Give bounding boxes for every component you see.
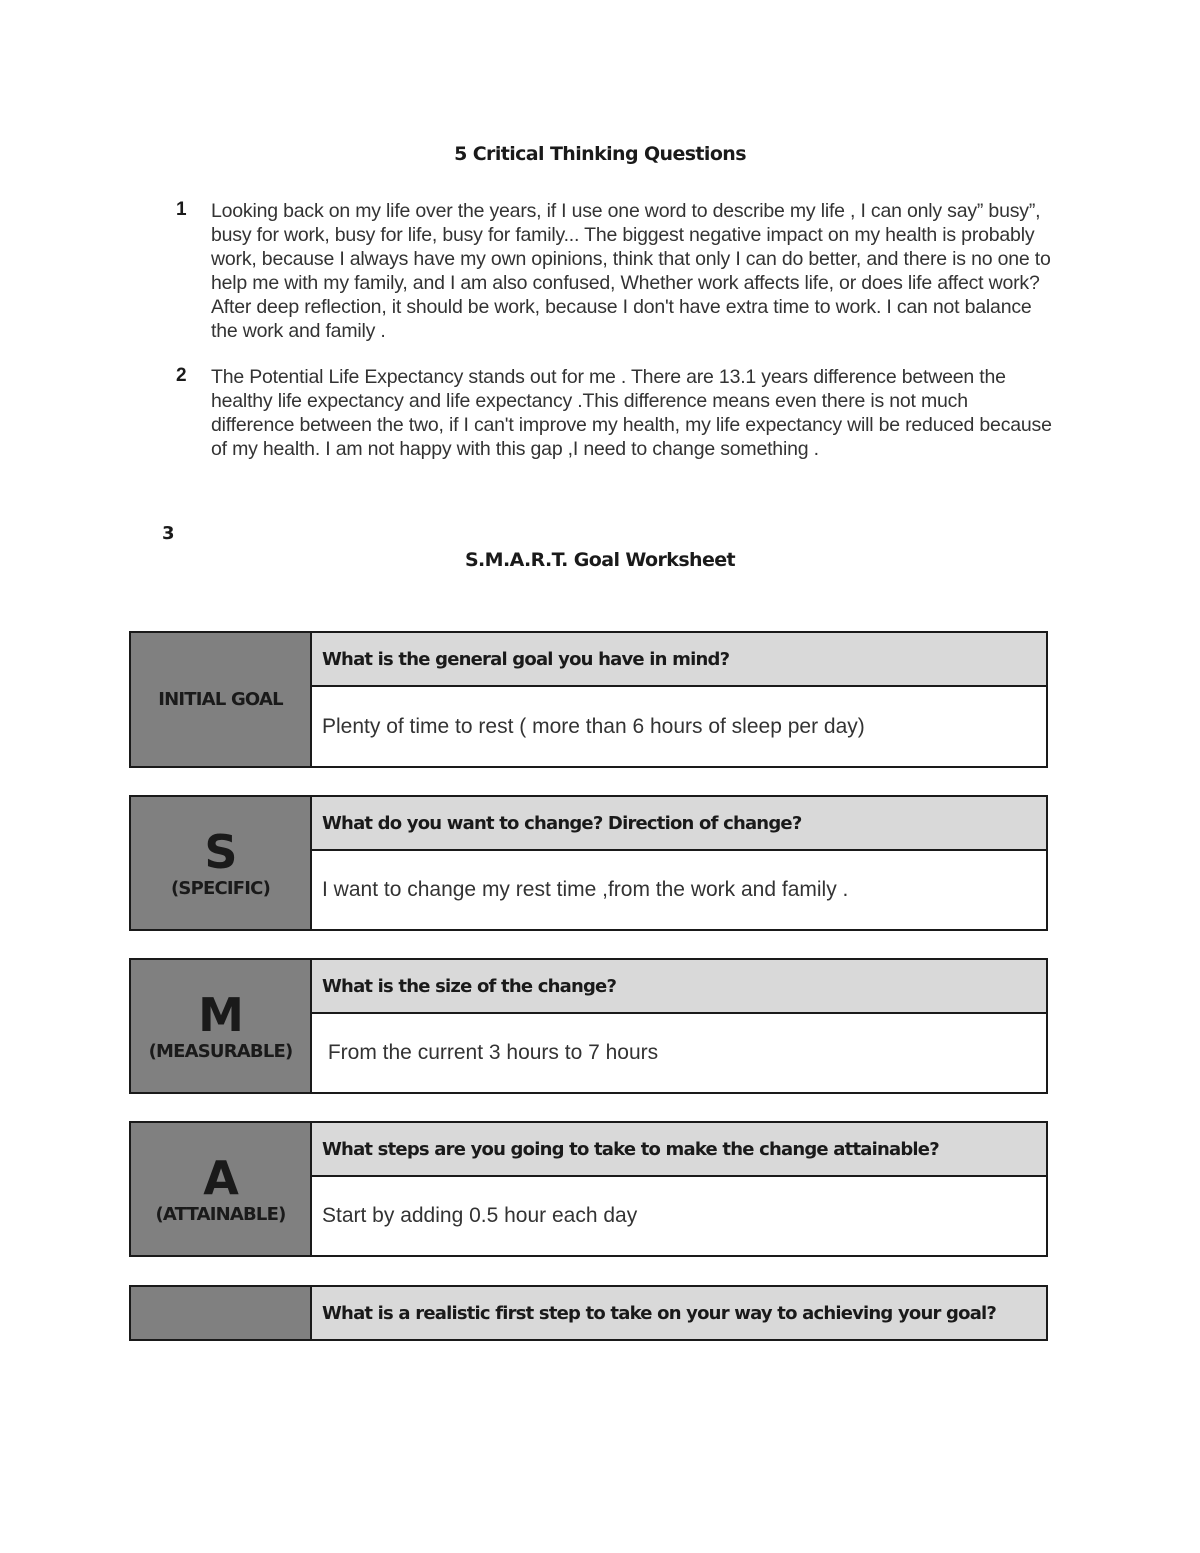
specific-block bbox=[129, 795, 1048, 931]
measurable-content bbox=[312, 960, 1046, 1092]
question-text: Looking back on my life over the years, if I use one word to describe my life , I can only say” busy”, busy for work, busy for life, busy for family... The biggest negative impact on my health is probably work, because I always have my own opinions, think that only I can do better, and there is no one to help me with my family, and I am also confused, Whether work affects life, or does life affect work? After deep reflection, it should be work, because I don't have extra time to work. I can not balance the work and family . bbox=[211, 200, 1051, 342]
measurable-question: What is the size of the change? bbox=[312, 960, 1046, 1014]
measurable-answer: From the current 3 hours to 7 hours bbox=[322, 1041, 659, 1064]
specific-question: What do you want to change? Direction of change? bbox=[312, 797, 1046, 851]
question-number: 1 bbox=[176, 199, 187, 220]
attainable-letter: A bbox=[203, 1150, 238, 1205]
measurable-label-cell bbox=[131, 960, 312, 1092]
realistic-label-cell bbox=[131, 1287, 312, 1339]
specific-letter: S bbox=[204, 824, 237, 879]
initial-goal-label: INITIAL GOAL bbox=[158, 689, 283, 710]
measurable-label: (MEASURABLE) bbox=[148, 1040, 293, 1062]
question-text: The Potential Life Expectancy stands out for me . There are 13.1 years difference between the healthy life expectancy and life expectancy .This difference means even there is not much difference between the two, if I can't improve my health, my life expectancy will be reduced because of my health. I am not happy with this gap ,I need to change something . bbox=[211, 366, 1052, 460]
realistic-block bbox=[129, 1285, 1048, 1341]
section-number-3: 3 bbox=[162, 523, 175, 544]
attainable-content bbox=[312, 1123, 1046, 1255]
page-title: 5 Critical Thinking Questions bbox=[454, 143, 746, 165]
specific-label-cell bbox=[131, 797, 312, 929]
initial-goal-answer: Plenty of time to rest ( more than 6 hours of sleep per day) bbox=[322, 714, 865, 738]
specific-label: (SPECIFIC) bbox=[170, 877, 271, 899]
initial-goal-content bbox=[312, 633, 1046, 766]
measurable-block bbox=[129, 958, 1048, 1094]
attainable-block bbox=[129, 1121, 1048, 1257]
attainable-answer: Start by adding 0.5 hour each day bbox=[322, 1204, 638, 1227]
specific-content bbox=[312, 797, 1046, 929]
specific-answer: I want to change my rest time ,from the work and family . bbox=[322, 878, 849, 901]
attainable-question: What steps are you going to take to make the change attainable? bbox=[312, 1123, 1046, 1177]
measurable-letter: M bbox=[198, 987, 243, 1042]
attainable-label-cell bbox=[131, 1123, 312, 1255]
initial-goal-question: What is the general goal you have in mind? bbox=[312, 633, 1046, 687]
initial-goal-label-cell bbox=[131, 633, 312, 766]
realistic-content bbox=[312, 1287, 1046, 1339]
realistic-question: What is a realistic first step to take on your way to achieving your goal? bbox=[312, 1287, 1046, 1339]
question-number: 2 bbox=[176, 365, 187, 386]
attainable-label: (ATTAINABLE) bbox=[155, 1203, 286, 1225]
worksheet-title: S.M.A.R.T. Goal Worksheet bbox=[464, 549, 736, 571]
initial-goal-block bbox=[129, 631, 1048, 768]
